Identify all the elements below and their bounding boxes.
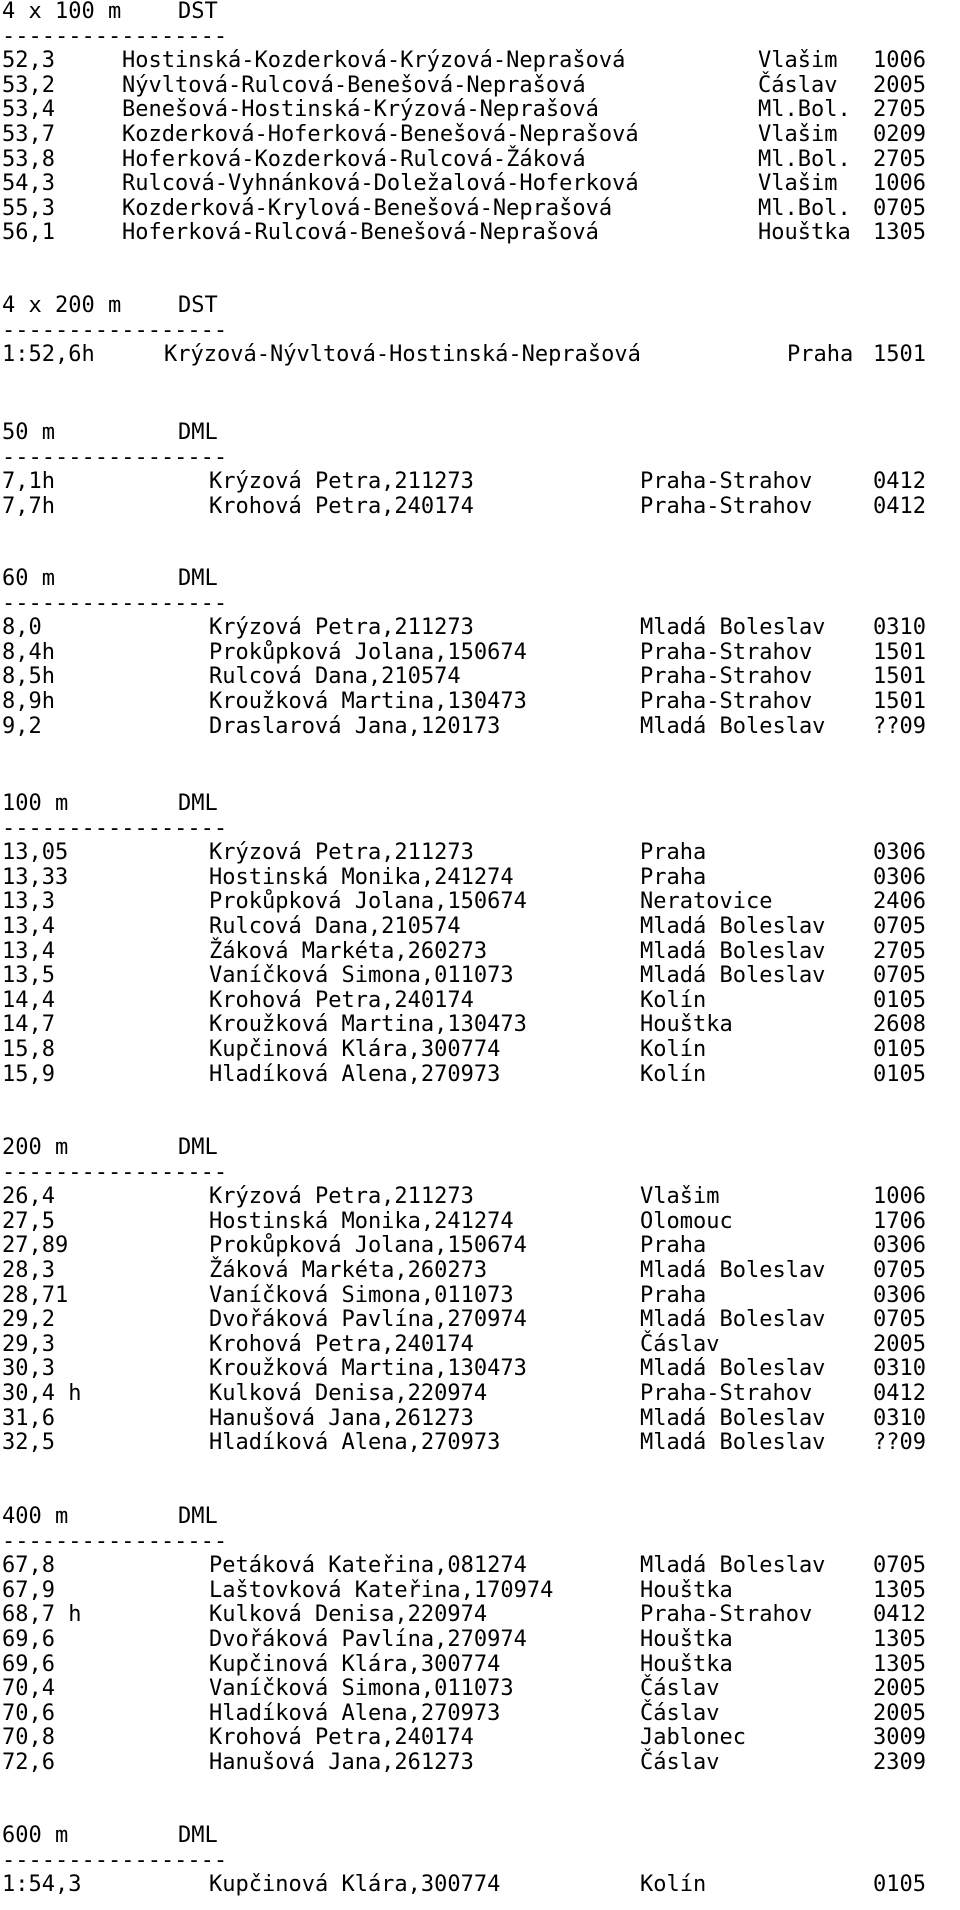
athlete-names: Krohová Petra,240174: [209, 1331, 474, 1357]
athlete-names: Benešová-Hostinská-Krýzová-Neprašová: [122, 97, 599, 123]
athlete-names: Hoferková-Kozderková-Rulcová-Žáková: [122, 146, 586, 172]
section-s4: [0, 792, 960, 1087]
result-row: [0, 1603, 960, 1628]
athlete-names: Hostinská-Kozderková-Krýzová-Neprašová: [122, 48, 626, 74]
club-name: Praha-Strahov: [640, 664, 813, 690]
section-separator: [0, 1161, 960, 1186]
result-row: [0, 641, 960, 666]
meet-code: 0209: [873, 121, 926, 147]
athlete-names: Krohová Petra,240174: [209, 1725, 474, 1751]
athlete-names: Kozderková-Hoferková-Benešová-Neprašová: [122, 121, 639, 147]
section-s6: [0, 1505, 960, 1776]
meet-code: 0105: [873, 987, 926, 1013]
result-row: [0, 1038, 960, 1063]
club-name: Praha-Strahov: [640, 1380, 813, 1406]
result-row: [0, 123, 960, 148]
meet-code: 2406: [873, 889, 926, 915]
section-title: 100 m: [2, 791, 69, 816]
club-name: Mladá Boleslav: [640, 938, 826, 964]
section-header: [0, 294, 960, 319]
result-row: [0, 989, 960, 1014]
club-name: Praha-Strahov: [640, 1602, 813, 1628]
result-time: 13,33: [2, 864, 69, 890]
result-time: 27,5: [2, 1208, 55, 1234]
section-s0: [0, 0, 960, 246]
result-time: 15,9: [2, 1061, 55, 1087]
result-time: 7,7h: [2, 493, 55, 519]
club-name: Mladá Boleslav: [640, 963, 826, 989]
athlete-names: Vaníčková Simona,011073: [209, 963, 514, 989]
athlete-names: Rulcová-Vyhnánková-Doležalová-Hoferková: [122, 171, 639, 197]
club-name: Houštka: [640, 1651, 733, 1677]
athlete-names: Krýzová Petra,211273: [209, 615, 474, 641]
section-title: 4 x 200 m: [2, 293, 122, 318]
result-row: [0, 470, 960, 495]
section-title: 60 m: [2, 566, 55, 591]
result-time: 7,1h: [2, 469, 55, 495]
meet-code: ??09: [873, 1430, 926, 1456]
athlete-names: Krohová Petra,240174: [209, 493, 474, 519]
club-name: Houštka: [640, 1012, 733, 1038]
result-time: 14,4: [2, 987, 55, 1013]
athlete-names: Prokůpková Jolana,150674: [209, 1233, 527, 1259]
section-title: 400 m: [2, 1504, 69, 1529]
result-row: [0, 1726, 960, 1751]
athlete-names: Dvořáková Pavlína,270974: [209, 1307, 527, 1333]
athlete-names: Hostinská Monika,241274: [209, 864, 514, 890]
meet-code: 1305: [873, 1626, 926, 1652]
section-header: [0, 0, 960, 25]
result-row: [0, 148, 960, 173]
meet-code: 0412: [873, 493, 926, 519]
athlete-names: Hanušová Jana,261273: [209, 1749, 474, 1775]
section-category: DML: [178, 1823, 218, 1848]
athlete-names: Draslarová Jana,120173: [209, 713, 501, 739]
athlete-names: Hladíková Alena,270973: [209, 1061, 501, 1087]
club-name: Vlašim: [758, 48, 838, 74]
meet-code: 1006: [873, 48, 926, 74]
section-header: [0, 792, 960, 817]
meet-code: 0310: [873, 1356, 926, 1382]
club-name: Čáslav: [640, 1749, 720, 1775]
club-name: Houštka: [758, 220, 851, 246]
result-time: 8,0: [2, 615, 42, 641]
meet-code: 0705: [873, 913, 926, 939]
section-s5: [0, 1136, 960, 1456]
meet-code: 2705: [873, 938, 926, 964]
club-name: Mladá Boleslav: [640, 1553, 826, 1579]
result-row: [0, 1431, 960, 1456]
result-row: [0, 1628, 960, 1653]
result-time: 15,8: [2, 1036, 55, 1062]
athlete-names: Krohová Petra,240174: [209, 987, 474, 1013]
result-row: [0, 616, 960, 641]
athlete-names: Kroužková Martina,130473: [209, 1012, 527, 1038]
meet-code: 0705: [873, 195, 926, 221]
athlete-names: Kupčinová Klára,300774: [209, 1651, 501, 1677]
club-name: Vlašim: [640, 1184, 720, 1210]
section-header: [0, 1505, 960, 1530]
athlete-names: Krýzová Petra,211273: [209, 840, 474, 866]
result-time: 9,2: [2, 713, 42, 739]
section-category: DML: [178, 1135, 218, 1160]
athlete-names: Rulcová Dana,210574: [209, 913, 461, 939]
result-row: [0, 1308, 960, 1333]
separator-dashes: -----------------: [2, 1528, 228, 1554]
section-s2: [0, 421, 960, 519]
athlete-names: Petáková Kateřina,081274: [209, 1553, 527, 1579]
section-header: [0, 1136, 960, 1161]
club-name: Mladá Boleslav: [640, 1430, 826, 1456]
result-time: 53,4: [2, 97, 55, 123]
athlete-names: Hoferková-Rulcová-Benešová-Neprašová: [122, 220, 599, 246]
result-time: 67,8: [2, 1553, 55, 1579]
club-name: Praha-Strahov: [640, 688, 813, 714]
athlete-names: Krýzová Petra,211273: [209, 469, 474, 495]
meet-code: 2309: [873, 1749, 926, 1775]
separator-dashes: -----------------: [2, 590, 228, 616]
result-time: 72,6: [2, 1749, 55, 1775]
club-name: Čáslav: [640, 1331, 720, 1357]
athlete-names: Prokůpková Jolana,150674: [209, 639, 527, 665]
athlete-names: Hanušová Jana,261273: [209, 1405, 474, 1431]
club-name: Čáslav: [640, 1676, 720, 1702]
meet-code: 0705: [873, 1553, 926, 1579]
club-name: Praha-Strahov: [640, 469, 813, 495]
section-separator: [0, 592, 960, 617]
result-row: [0, 1284, 960, 1309]
result-time: 54,3: [2, 171, 55, 197]
result-time: 53,8: [2, 146, 55, 172]
club-name: Praha: [640, 1233, 707, 1259]
result-time: 1:54,3: [2, 1872, 82, 1898]
result-time: 27,89: [2, 1233, 69, 1259]
club-name: Vlašim: [758, 121, 838, 147]
club-name: Kolín: [640, 1036, 707, 1062]
result-time: 68,7 h: [2, 1602, 82, 1628]
separator-dashes: -----------------: [2, 23, 228, 49]
club-name: Mladá Boleslav: [640, 1356, 826, 1382]
meet-code: 1501: [873, 639, 926, 665]
result-row: [0, 1702, 960, 1727]
club-name: Mladá Boleslav: [640, 913, 826, 939]
meet-code: 0306: [873, 1233, 926, 1259]
meet-code: 1006: [873, 1184, 926, 1210]
result-row: [0, 1063, 960, 1088]
meet-code: 1006: [873, 171, 926, 197]
athlete-names: Kupčinová Klára,300774: [209, 1872, 501, 1898]
meet-code: 2705: [873, 146, 926, 172]
meet-code: 0412: [873, 1602, 926, 1628]
separator-dashes: -----------------: [2, 1159, 228, 1185]
athlete-names: Žáková Markéta,260273: [209, 1257, 488, 1283]
result-row: [0, 197, 960, 222]
meet-code: 2005: [873, 1700, 926, 1726]
meet-code: 1305: [873, 1577, 926, 1603]
result-row: [0, 1234, 960, 1259]
section-category: DST: [178, 0, 218, 24]
result-row: [0, 49, 960, 74]
separator-dashes: -----------------: [2, 444, 228, 470]
result-time: 13,5: [2, 963, 55, 989]
athlete-names: Hostinská Monika,241274: [209, 1208, 514, 1234]
result-row: [0, 1653, 960, 1678]
meet-code: 2005: [873, 72, 926, 98]
club-name: Mladá Boleslav: [640, 1405, 826, 1431]
athlete-names: Vaníčková Simona,011073: [209, 1282, 514, 1308]
club-name: Kolín: [640, 1061, 707, 1087]
section-separator: [0, 319, 960, 344]
result-time: 29,2: [2, 1307, 55, 1333]
club-name: Praha: [640, 1282, 707, 1308]
section-separator: [0, 817, 960, 842]
result-time: 55,3: [2, 195, 55, 221]
result-time: 70,6: [2, 1700, 55, 1726]
meet-code: 0705: [873, 1257, 926, 1283]
result-time: 30,4 h: [2, 1380, 82, 1406]
club-name: Mladá Boleslav: [640, 1257, 826, 1283]
athlete-names: Kupčinová Klára,300774: [209, 1036, 501, 1062]
section-separator: [0, 1849, 960, 1874]
result-time: 67,9: [2, 1577, 55, 1603]
section-title: 50 m: [2, 420, 55, 445]
meet-code: 0306: [873, 1282, 926, 1308]
athlete-names: Krýzová-Nývltová-Hostinská-Neprašová: [164, 342, 641, 368]
result-row: [0, 1259, 960, 1284]
meet-code: 1501: [873, 664, 926, 690]
separator-dashes: -----------------: [2, 815, 228, 841]
section-category: DML: [178, 1504, 218, 1529]
result-time: 13,3: [2, 889, 55, 915]
result-time: 8,9h: [2, 688, 55, 714]
meet-code: ??09: [873, 713, 926, 739]
club-name: Mladá Boleslav: [640, 713, 826, 739]
meet-code: 2705: [873, 97, 926, 123]
result-time: 69,6: [2, 1626, 55, 1652]
result-row: [0, 1407, 960, 1432]
result-time: 26,4: [2, 1184, 55, 1210]
athlete-names: Vaníčková Simona,011073: [209, 1676, 514, 1702]
athlete-names: Kulková Denisa,220974: [209, 1602, 488, 1628]
result-row: [0, 665, 960, 690]
club-name: Čáslav: [640, 1700, 720, 1726]
section-separator: [0, 1530, 960, 1555]
meet-code: 0306: [873, 864, 926, 890]
result-row: [0, 964, 960, 989]
result-time: 1:52,6h: [2, 342, 95, 368]
result-time: 70,8: [2, 1725, 55, 1751]
meet-code: 0105: [873, 1061, 926, 1087]
result-row: [0, 172, 960, 197]
athlete-names: Hladíková Alena,270973: [209, 1700, 501, 1726]
result-time: 30,3: [2, 1356, 55, 1382]
result-row: [0, 940, 960, 965]
club-name: Vlašim: [758, 171, 838, 197]
club-name: Kolín: [640, 987, 707, 1013]
result-time: 13,4: [2, 913, 55, 939]
result-time: 29,3: [2, 1331, 55, 1357]
section-s3: [0, 567, 960, 739]
section-category: DST: [178, 293, 218, 318]
athlete-names: Laštovková Kateřina,170974: [209, 1577, 554, 1603]
meet-code: 1501: [873, 342, 926, 368]
athlete-names: Kroužková Martina,130473: [209, 1356, 527, 1382]
meet-code: 1501: [873, 688, 926, 714]
meet-code: 0705: [873, 1307, 926, 1333]
result-row: [0, 890, 960, 915]
section-header: [0, 1824, 960, 1849]
section-separator: [0, 25, 960, 50]
result-time: 32,5: [2, 1430, 55, 1456]
club-name: Mladá Boleslav: [640, 1307, 826, 1333]
section-header: [0, 421, 960, 446]
result-row: [0, 1873, 960, 1898]
club-name: Houštka: [640, 1626, 733, 1652]
meet-code: 0306: [873, 840, 926, 866]
club-name: Ml.Bol.: [758, 146, 851, 172]
result-time: 69,6: [2, 1651, 55, 1677]
result-row: [0, 1333, 960, 1358]
section-category: DML: [178, 566, 218, 591]
result-row: [0, 1554, 960, 1579]
section-separator: [0, 446, 960, 471]
meet-code: 0412: [873, 1380, 926, 1406]
athlete-names: Kulková Denisa,220974: [209, 1380, 488, 1406]
club-name: Ml.Bol.: [758, 195, 851, 221]
section-header: [0, 567, 960, 592]
result-time: 14,7: [2, 1012, 55, 1038]
result-row: [0, 1185, 960, 1210]
meet-code: 2005: [873, 1676, 926, 1702]
result-row: [0, 495, 960, 520]
result-row: [0, 715, 960, 740]
club-name: Čáslav: [758, 72, 838, 98]
meet-code: 3009: [873, 1725, 926, 1751]
result-time: 53,2: [2, 72, 55, 98]
club-name: Praha-Strahov: [640, 493, 813, 519]
result-row: [0, 1357, 960, 1382]
result-row: [0, 866, 960, 891]
result-time: 56,1: [2, 220, 55, 246]
result-row: [0, 1013, 960, 1038]
club-name: Praha: [640, 864, 707, 890]
result-time: 28,71: [2, 1282, 69, 1308]
club-name: Praha: [640, 840, 707, 866]
meet-code: 0310: [873, 1405, 926, 1431]
section-s7: [0, 1824, 960, 1898]
result-row: [0, 690, 960, 715]
athlete-names: Nývltová-Rulcová-Benešová-Neprašová: [122, 72, 586, 98]
result-time: 13,05: [2, 840, 69, 866]
result-row: [0, 1210, 960, 1235]
club-name: Praha-Strahov: [640, 639, 813, 665]
athlete-names: Rulcová Dana,210574: [209, 664, 461, 690]
meet-code: 2005: [873, 1331, 926, 1357]
result-row: [0, 915, 960, 940]
result-row: [0, 74, 960, 99]
meet-code: 0705: [873, 963, 926, 989]
club-name: Jablonec: [640, 1725, 746, 1751]
club-name: Ml.Bol.: [758, 97, 851, 123]
meet-code: 1305: [873, 220, 926, 246]
athlete-names: Dvořáková Pavlína,270974: [209, 1626, 527, 1652]
meet-code: 0310: [873, 615, 926, 641]
section-category: DML: [178, 791, 218, 816]
meet-code: 0412: [873, 469, 926, 495]
result-row: [0, 1677, 960, 1702]
separator-dashes: -----------------: [2, 1847, 228, 1873]
result-row: [0, 841, 960, 866]
separator-dashes: -----------------: [2, 317, 228, 343]
club-name: Mladá Boleslav: [640, 615, 826, 641]
athlete-names: Žáková Markéta,260273: [209, 938, 488, 964]
result-time: 8,4h: [2, 639, 55, 665]
result-row: [0, 343, 960, 368]
result-row: [0, 221, 960, 246]
club-name: Neratovice: [640, 889, 773, 915]
result-time: 70,4: [2, 1676, 55, 1702]
result-time: 53,7: [2, 121, 55, 147]
result-row: [0, 1579, 960, 1604]
section-title: 600 m: [2, 1823, 69, 1848]
result-row: [0, 98, 960, 123]
result-time: 8,5h: [2, 664, 55, 690]
club-name: Houštka: [640, 1577, 733, 1603]
athlete-names: Prokůpková Jolana,150674: [209, 889, 527, 915]
club-name: Praha: [787, 342, 854, 368]
meet-code: 1706: [873, 1208, 926, 1234]
athlete-names: Hladíková Alena,270973: [209, 1430, 501, 1456]
club-name: Olomouc: [640, 1208, 733, 1234]
meet-code: 1305: [873, 1651, 926, 1677]
club-name: Kolín: [640, 1872, 707, 1898]
meet-code: 0105: [873, 1036, 926, 1062]
section-title: 200 m: [2, 1135, 69, 1160]
result-row: [0, 1751, 960, 1776]
section-s1: [0, 294, 960, 368]
athlete-names: Krýzová Petra,211273: [209, 1184, 474, 1210]
meet-code: 0105: [873, 1872, 926, 1898]
result-time: 31,6: [2, 1405, 55, 1431]
result-time: 28,3: [2, 1257, 55, 1283]
athlete-names: Kroužková Martina,130473: [209, 688, 527, 714]
section-category: DML: [178, 420, 218, 445]
meet-code: 2608: [873, 1012, 926, 1038]
result-time: 52,3: [2, 48, 55, 74]
result-time: 13,4: [2, 938, 55, 964]
section-title: 4 x 100 m: [2, 0, 122, 24]
athlete-names: Kozderková-Krylová-Benešová-Neprašová: [122, 195, 613, 221]
result-row: [0, 1382, 960, 1407]
